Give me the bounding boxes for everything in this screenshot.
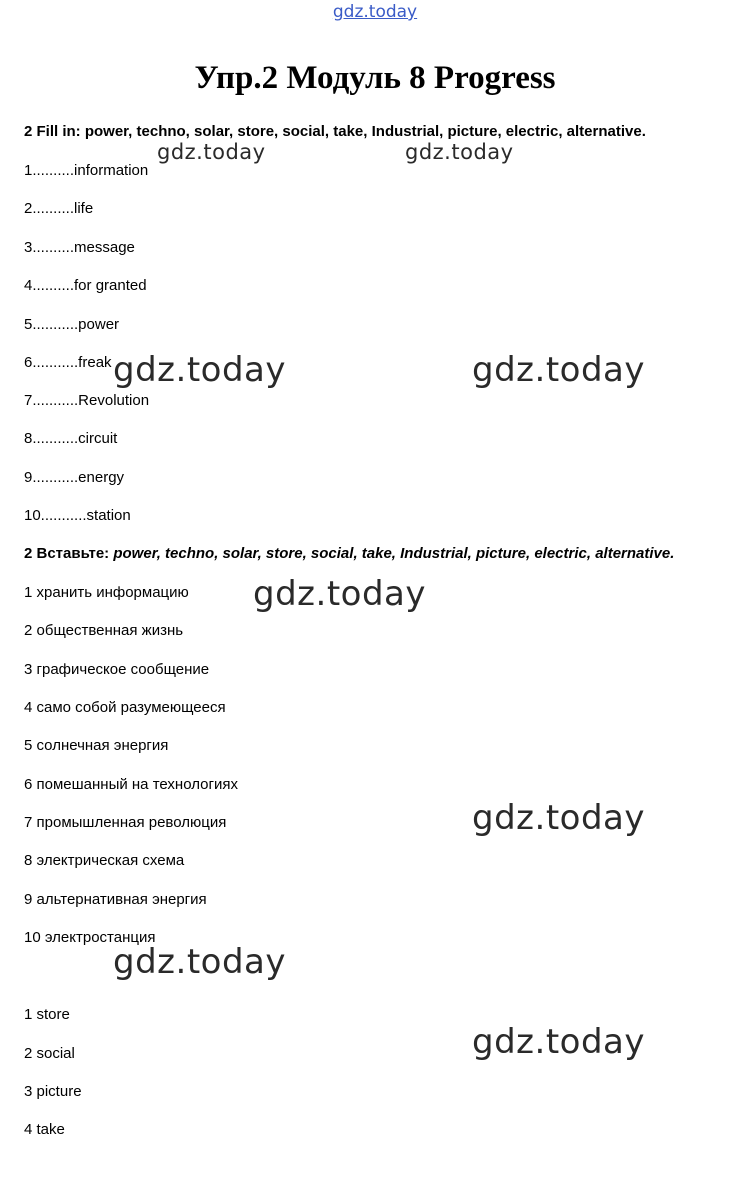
list-item-en-7: 7...........Revolution bbox=[24, 392, 150, 409]
instruction-ru-label: 2 Вставьте: bbox=[24, 545, 110, 562]
instruction-ru-words: power, techno, solar, store, social, take, Industrial, picture, electric, alternative. bbox=[113, 545, 675, 562]
list-item-en-5: 5...........power bbox=[24, 316, 120, 333]
page-title: Упр.2 Модуль 8 Progress bbox=[194, 60, 556, 96]
instruction-en: 2 Fill in: power, techno, solar, store, social, take, Industrial, picture, electric, alternative. bbox=[24, 123, 646, 140]
watermark: gdz.today bbox=[472, 1022, 645, 1062]
watermark: gdz.today bbox=[405, 140, 514, 164]
list-item-en-6: 6...........freak bbox=[24, 354, 112, 371]
list-item-ru-4: 4 само собой разумеющееся bbox=[24, 699, 226, 716]
instruction-ru bbox=[24, 545, 674, 562]
list-item-ru-7: 7 промышленная революция bbox=[24, 814, 227, 831]
list-item-ru-8: 8 электрическая схема bbox=[24, 852, 185, 869]
list-item-en-9: 9...........energy bbox=[24, 469, 125, 486]
list-item-en-4: 4..........for granted bbox=[24, 277, 147, 294]
list-item-ru-3: 3 графическое сообщение bbox=[24, 661, 210, 678]
site-link[interactable]: gdz.today bbox=[332, 2, 418, 22]
list-item-ru-2: 2 общественная жизнь bbox=[24, 622, 184, 639]
watermark: gdz.today bbox=[113, 942, 286, 982]
list-item-en-8: 8...........circuit bbox=[24, 430, 118, 447]
list-item-ru-10: 10 электростанция bbox=[24, 929, 156, 946]
answer-3: 3 picture bbox=[24, 1083, 82, 1100]
answer-2: 2 social bbox=[24, 1045, 75, 1062]
list-item-ru-9: 9 альтернативная энергия bbox=[24, 891, 207, 908]
answer-4: 4 take bbox=[24, 1121, 65, 1138]
list-item-ru-1: 1 хранить информацию bbox=[24, 584, 189, 601]
watermark: gdz.today bbox=[472, 350, 645, 390]
watermark: gdz.today bbox=[472, 798, 645, 838]
watermark: gdz.today bbox=[253, 574, 426, 614]
list-item-ru-5: 5 солнечная энергия bbox=[24, 737, 169, 754]
answer-1: 1 store bbox=[24, 1006, 70, 1023]
list-item-en-2: 2..........life bbox=[24, 200, 94, 217]
watermark: gdz.today bbox=[113, 350, 286, 390]
list-item-ru-6: 6 помешанный на технологиях bbox=[24, 776, 238, 793]
watermark: gdz.today bbox=[157, 140, 266, 164]
list-item-en-3: 3..........message bbox=[24, 239, 135, 256]
list-item-en-10: 10...........station bbox=[24, 507, 131, 524]
list-item-en-1: 1..........information bbox=[24, 162, 149, 179]
